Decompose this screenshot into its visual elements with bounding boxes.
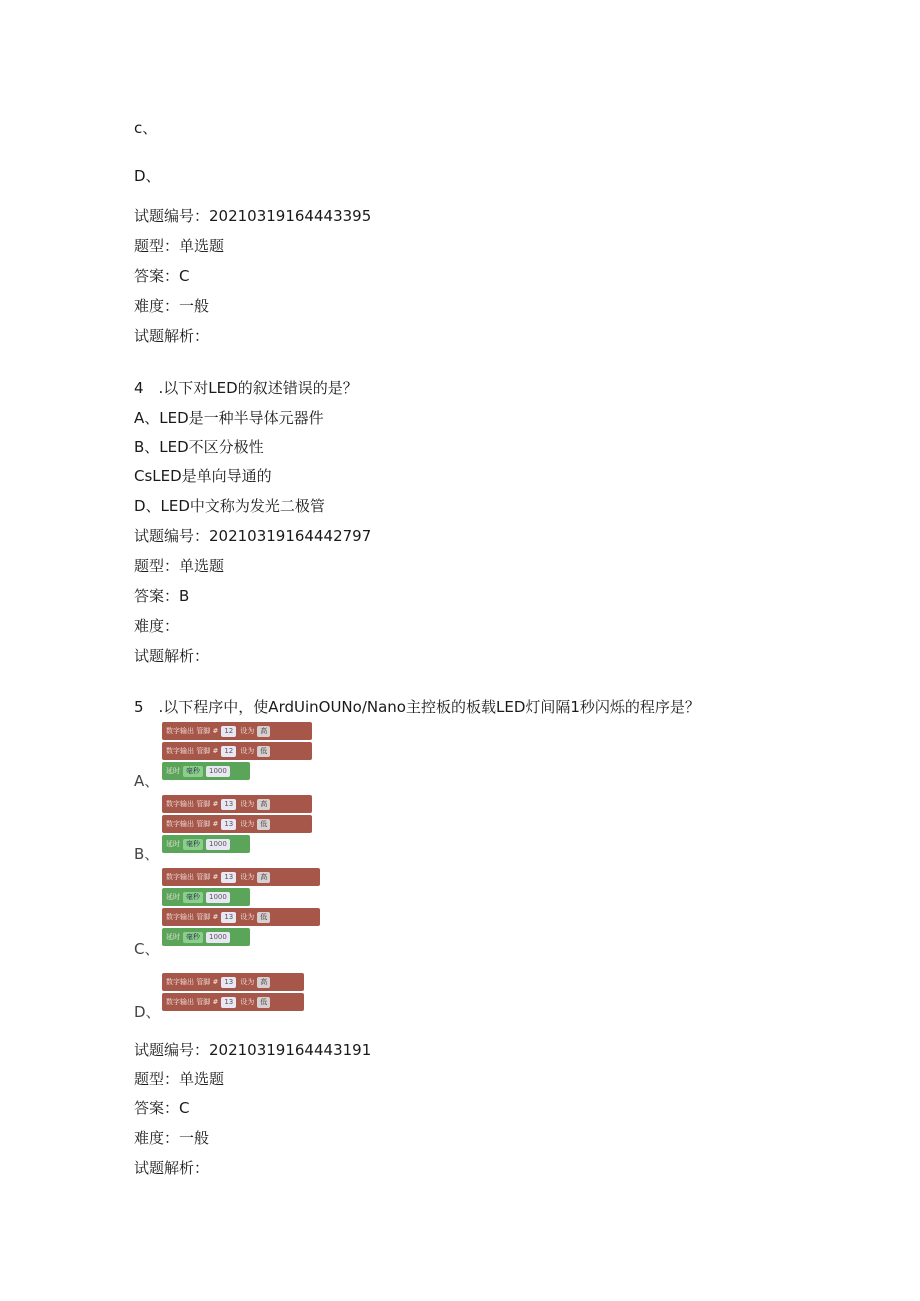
q5-answer: 答案：C xyxy=(134,1099,190,1117)
block-label: 延时 xyxy=(166,933,180,941)
pin-field: 13 xyxy=(221,912,236,923)
q5-option-a-label: A、 xyxy=(134,772,160,790)
q3-answer: 答案：C xyxy=(134,267,190,285)
ms-field: 1000 xyxy=(206,892,230,903)
pin-field: 12 xyxy=(221,726,236,737)
unit-field: 毫秒 xyxy=(183,766,203,777)
block-label: 设为 xyxy=(240,913,255,921)
q4-option-c: CsLED是单向导通的 xyxy=(134,467,272,485)
block-label: 延时 xyxy=(166,767,180,775)
q5-option-d-label: D、 xyxy=(134,1003,161,1021)
q3-id: 试题编号：20210319164443395 xyxy=(134,207,372,225)
block-label: 数字输出 管脚 # xyxy=(166,727,219,735)
q3-type: 题型：单选题 xyxy=(134,237,225,255)
q4-question: 4 .以下对LED的叙述错误的是？ xyxy=(134,379,358,397)
digital-write-block xyxy=(162,722,312,740)
block-label: 设为 xyxy=(240,800,255,808)
block-label: 设为 xyxy=(240,747,255,755)
q4-option-a: A、LED是一种半导体元器件 xyxy=(134,409,324,427)
digital-write-block xyxy=(162,973,304,991)
block-label: 设为 xyxy=(240,727,255,735)
block-label: 设为 xyxy=(240,820,255,828)
unit-field: 毫秒 xyxy=(183,892,203,903)
delay-block xyxy=(162,928,250,946)
q4-difficulty: 难度： xyxy=(134,617,180,635)
q5-id: 试题编号：20210319164443191 xyxy=(134,1041,372,1059)
unit-field: 毫秒 xyxy=(183,932,203,943)
q3-difficulty: 难度：一般 xyxy=(134,297,210,315)
block-label: 数字输出 管脚 # xyxy=(166,998,219,1006)
q4-type: 题型：单选题 xyxy=(134,557,225,575)
ms-field: 1000 xyxy=(206,932,230,943)
level-field: 高 xyxy=(257,799,270,810)
level-field: 高 xyxy=(257,977,270,988)
level-field: 低 xyxy=(257,912,270,923)
digital-write-block xyxy=(162,868,320,886)
digital-write-block xyxy=(162,908,320,926)
level-field: 高 xyxy=(257,872,270,883)
level-field: 低 xyxy=(257,746,270,757)
block-label: 设为 xyxy=(240,998,255,1006)
q5-analysis: 试题解析： xyxy=(134,1159,210,1177)
digital-write-block xyxy=(162,742,312,760)
q4-analysis: 试题解析： xyxy=(134,647,210,665)
digital-write-block xyxy=(162,795,312,813)
pin-field: 12 xyxy=(221,746,236,757)
block-label: 延时 xyxy=(166,893,180,901)
pin-field: 13 xyxy=(221,997,236,1008)
q4-option-d: D、LED中文称为发光二极管 xyxy=(134,497,325,515)
block-label: 数字输出 管脚 # xyxy=(166,800,219,808)
delay-block xyxy=(162,888,250,906)
q5-option-a-program xyxy=(162,722,312,780)
q3-option-d: D、 xyxy=(134,167,161,185)
block-label: 数字输出 管脚 # xyxy=(166,978,219,986)
block-label: 设为 xyxy=(240,873,255,881)
ms-field: 1000 xyxy=(206,766,230,777)
q5-option-d-program xyxy=(162,973,304,1011)
ms-field: 1000 xyxy=(206,839,230,850)
level-field: 低 xyxy=(257,997,270,1008)
block-label: 数字输出 管脚 # xyxy=(166,747,219,755)
q5-option-c-label: C、 xyxy=(134,940,160,958)
q4-id: 试题编号：20210319164442797 xyxy=(134,527,372,545)
q5-type: 题型：单选题 xyxy=(134,1070,225,1088)
level-field: 低 xyxy=(257,819,270,830)
block-label: 数字输出 管脚 # xyxy=(166,913,219,921)
unit-field: 毫秒 xyxy=(183,839,203,850)
q4-option-b: B、LED不区分极性 xyxy=(134,438,264,456)
delay-block xyxy=(162,835,250,853)
q5-option-b-program xyxy=(162,795,312,853)
q5-option-c-program xyxy=(162,868,320,946)
block-label: 数字输出 管脚 # xyxy=(166,820,219,828)
pin-field: 13 xyxy=(221,872,236,883)
q3-option-c: c、 xyxy=(134,119,158,137)
block-label: 延时 xyxy=(166,840,180,848)
pin-field: 13 xyxy=(221,819,236,830)
pin-field: 13 xyxy=(221,977,236,988)
pin-field: 13 xyxy=(221,799,236,810)
q5-option-b-label: B、 xyxy=(134,845,160,863)
q5-difficulty: 难度：一般 xyxy=(134,1129,210,1147)
delay-block xyxy=(162,762,250,780)
block-label: 设为 xyxy=(240,978,255,986)
digital-write-block xyxy=(162,993,304,1011)
q5-question: 5 .以下程序中，使ArdUinOUNo/Nano主控板的板载LED灯间隔1秒闪烁的程序是？ xyxy=(134,698,700,716)
level-field: 高 xyxy=(257,726,270,737)
q4-answer: 答案：B xyxy=(134,587,190,605)
digital-write-block xyxy=(162,815,312,833)
block-label: 数字输出 管脚 # xyxy=(166,873,219,881)
q3-analysis: 试题解析： xyxy=(134,327,210,345)
